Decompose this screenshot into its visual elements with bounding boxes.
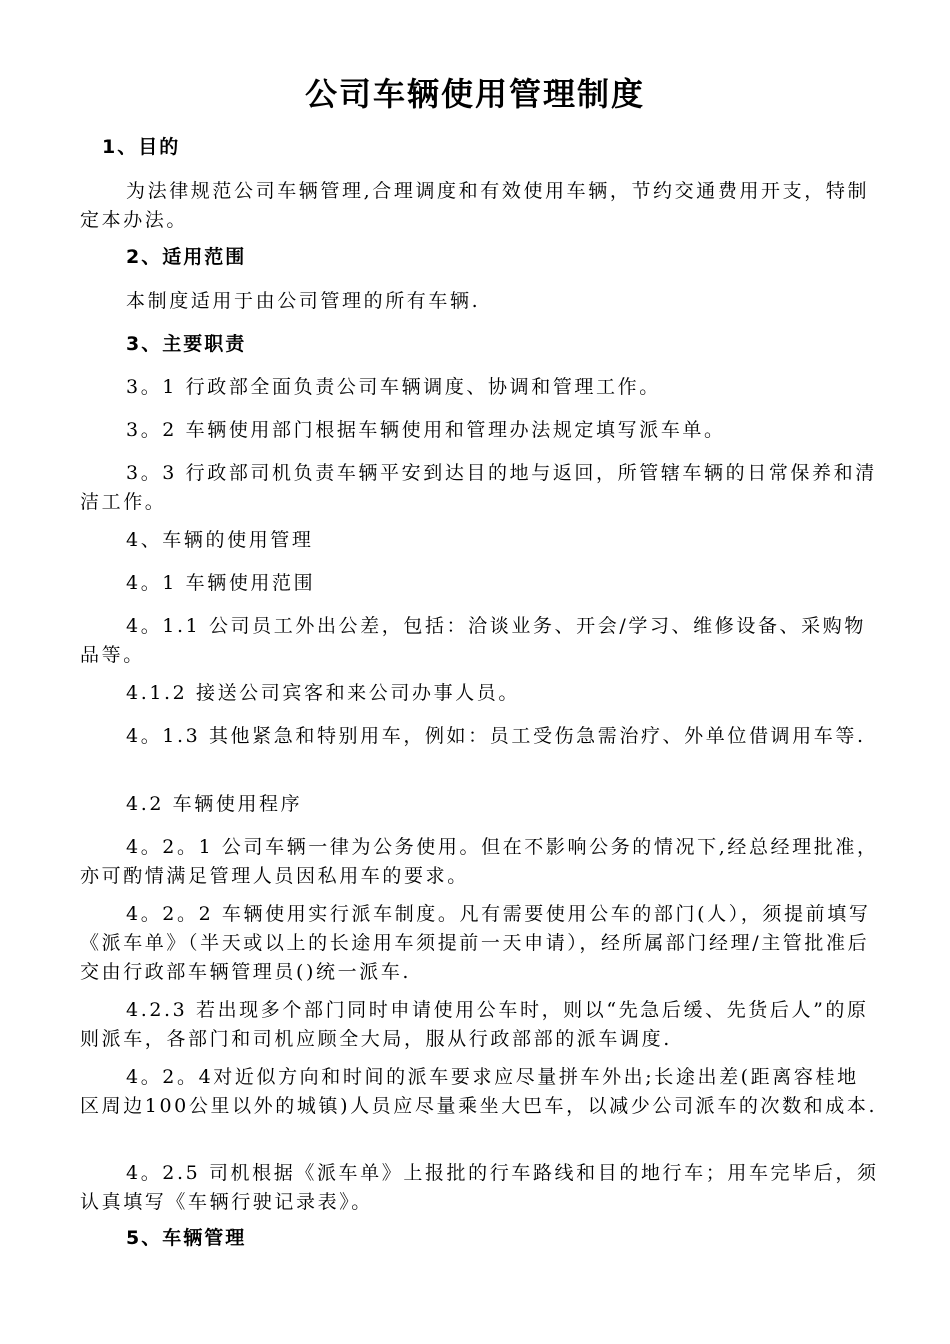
paragraph-4-2-4: 4。2。4对近似方向和时间的派车要求应尽量拼车外出;长途出差(距离容桂地区周边100公里以外的城镇)人员应尽量乘坐大巴车，以减少公司派车的次数和成本. [80, 1066, 878, 1117]
paragraph-4-1-3: 4。1.3 其他紧急和特别用车，例如：员工受伤急需治疗、外单位借调用车等. [126, 725, 866, 747]
paragraph-4-1-2: 4.1.2 接送公司宾客和来公司办事人员。 [126, 682, 520, 704]
paragraph-4-1: 4。1 车辆使用范围 [126, 572, 316, 594]
paragraph-3-3: 3。3 行政部司机负责车辆平安到达目的地与返回，所管辖车辆的日常保养和清洁工作。 [80, 462, 877, 513]
paragraph-scope: 本制度适用于由公司管理的所有车辆. [126, 290, 481, 312]
paragraph-4: 4、车辆的使用管理 [126, 529, 314, 551]
section-heading-duties: 3、主要职责 [126, 333, 247, 355]
paragraph-4-2-5: 4。2.5 司机根据《派车单》上报批的行车路线和目的地行车；用车完毕后，须认真填写《车辆行驶记录表》。 [80, 1162, 879, 1213]
paragraph-4-1-1: 4。1.1 公司员工外出公差，包括：洽谈业务、开会/学习、维修设备、采购物品等。 [80, 615, 866, 666]
paragraph-4-2-1: 4。2。1 公司车辆一律为公务使用。但在不影响公务的情况下,经总经理批准，亦可酌情满足管理人员因私用车的要求。 [80, 836, 879, 887]
paragraph-purpose: 为法律规范公司车辆管理,合理调度和有效使用车辆，节约交通费用开支，特制定本办法。 [80, 180, 870, 231]
section-heading-scope: 2、适用范围 [126, 246, 247, 268]
section-heading-purpose: 1、目的 [102, 136, 181, 158]
paragraph-4-2-3: 4.2.3 若出现多个部门同时申请使用公车时，则以“先急后缓、先货后人”的原则派车，各部门和司机应顾全大局，服从行政部部的派车调度. [80, 999, 869, 1050]
paragraph-3-2: 3。2 车辆使用部门根据车辆使用和管理办法规定填写派车单。 [126, 419, 726, 441]
page-title: 公司车辆使用管理制度 [304, 75, 645, 113]
paragraph-4-2: 4.2 车辆使用程序 [126, 793, 303, 815]
paragraph-3-1: 3。1 行政部全面负责公司车辆调度、协调和管理工作。 [126, 376, 661, 398]
paragraph-4-2-2: 4。2。2 车辆使用实行派车制度。凡有需要使用公车的部门(人），须提前填写《派车单》（半天或以上的长途用车须提前一天申请），经所属部门经理/主管批准后交由行政部车辆管理员()统一派车. [80, 903, 871, 983]
section-heading-vehicle-management: 5、车辆管理 [126, 1227, 247, 1249]
